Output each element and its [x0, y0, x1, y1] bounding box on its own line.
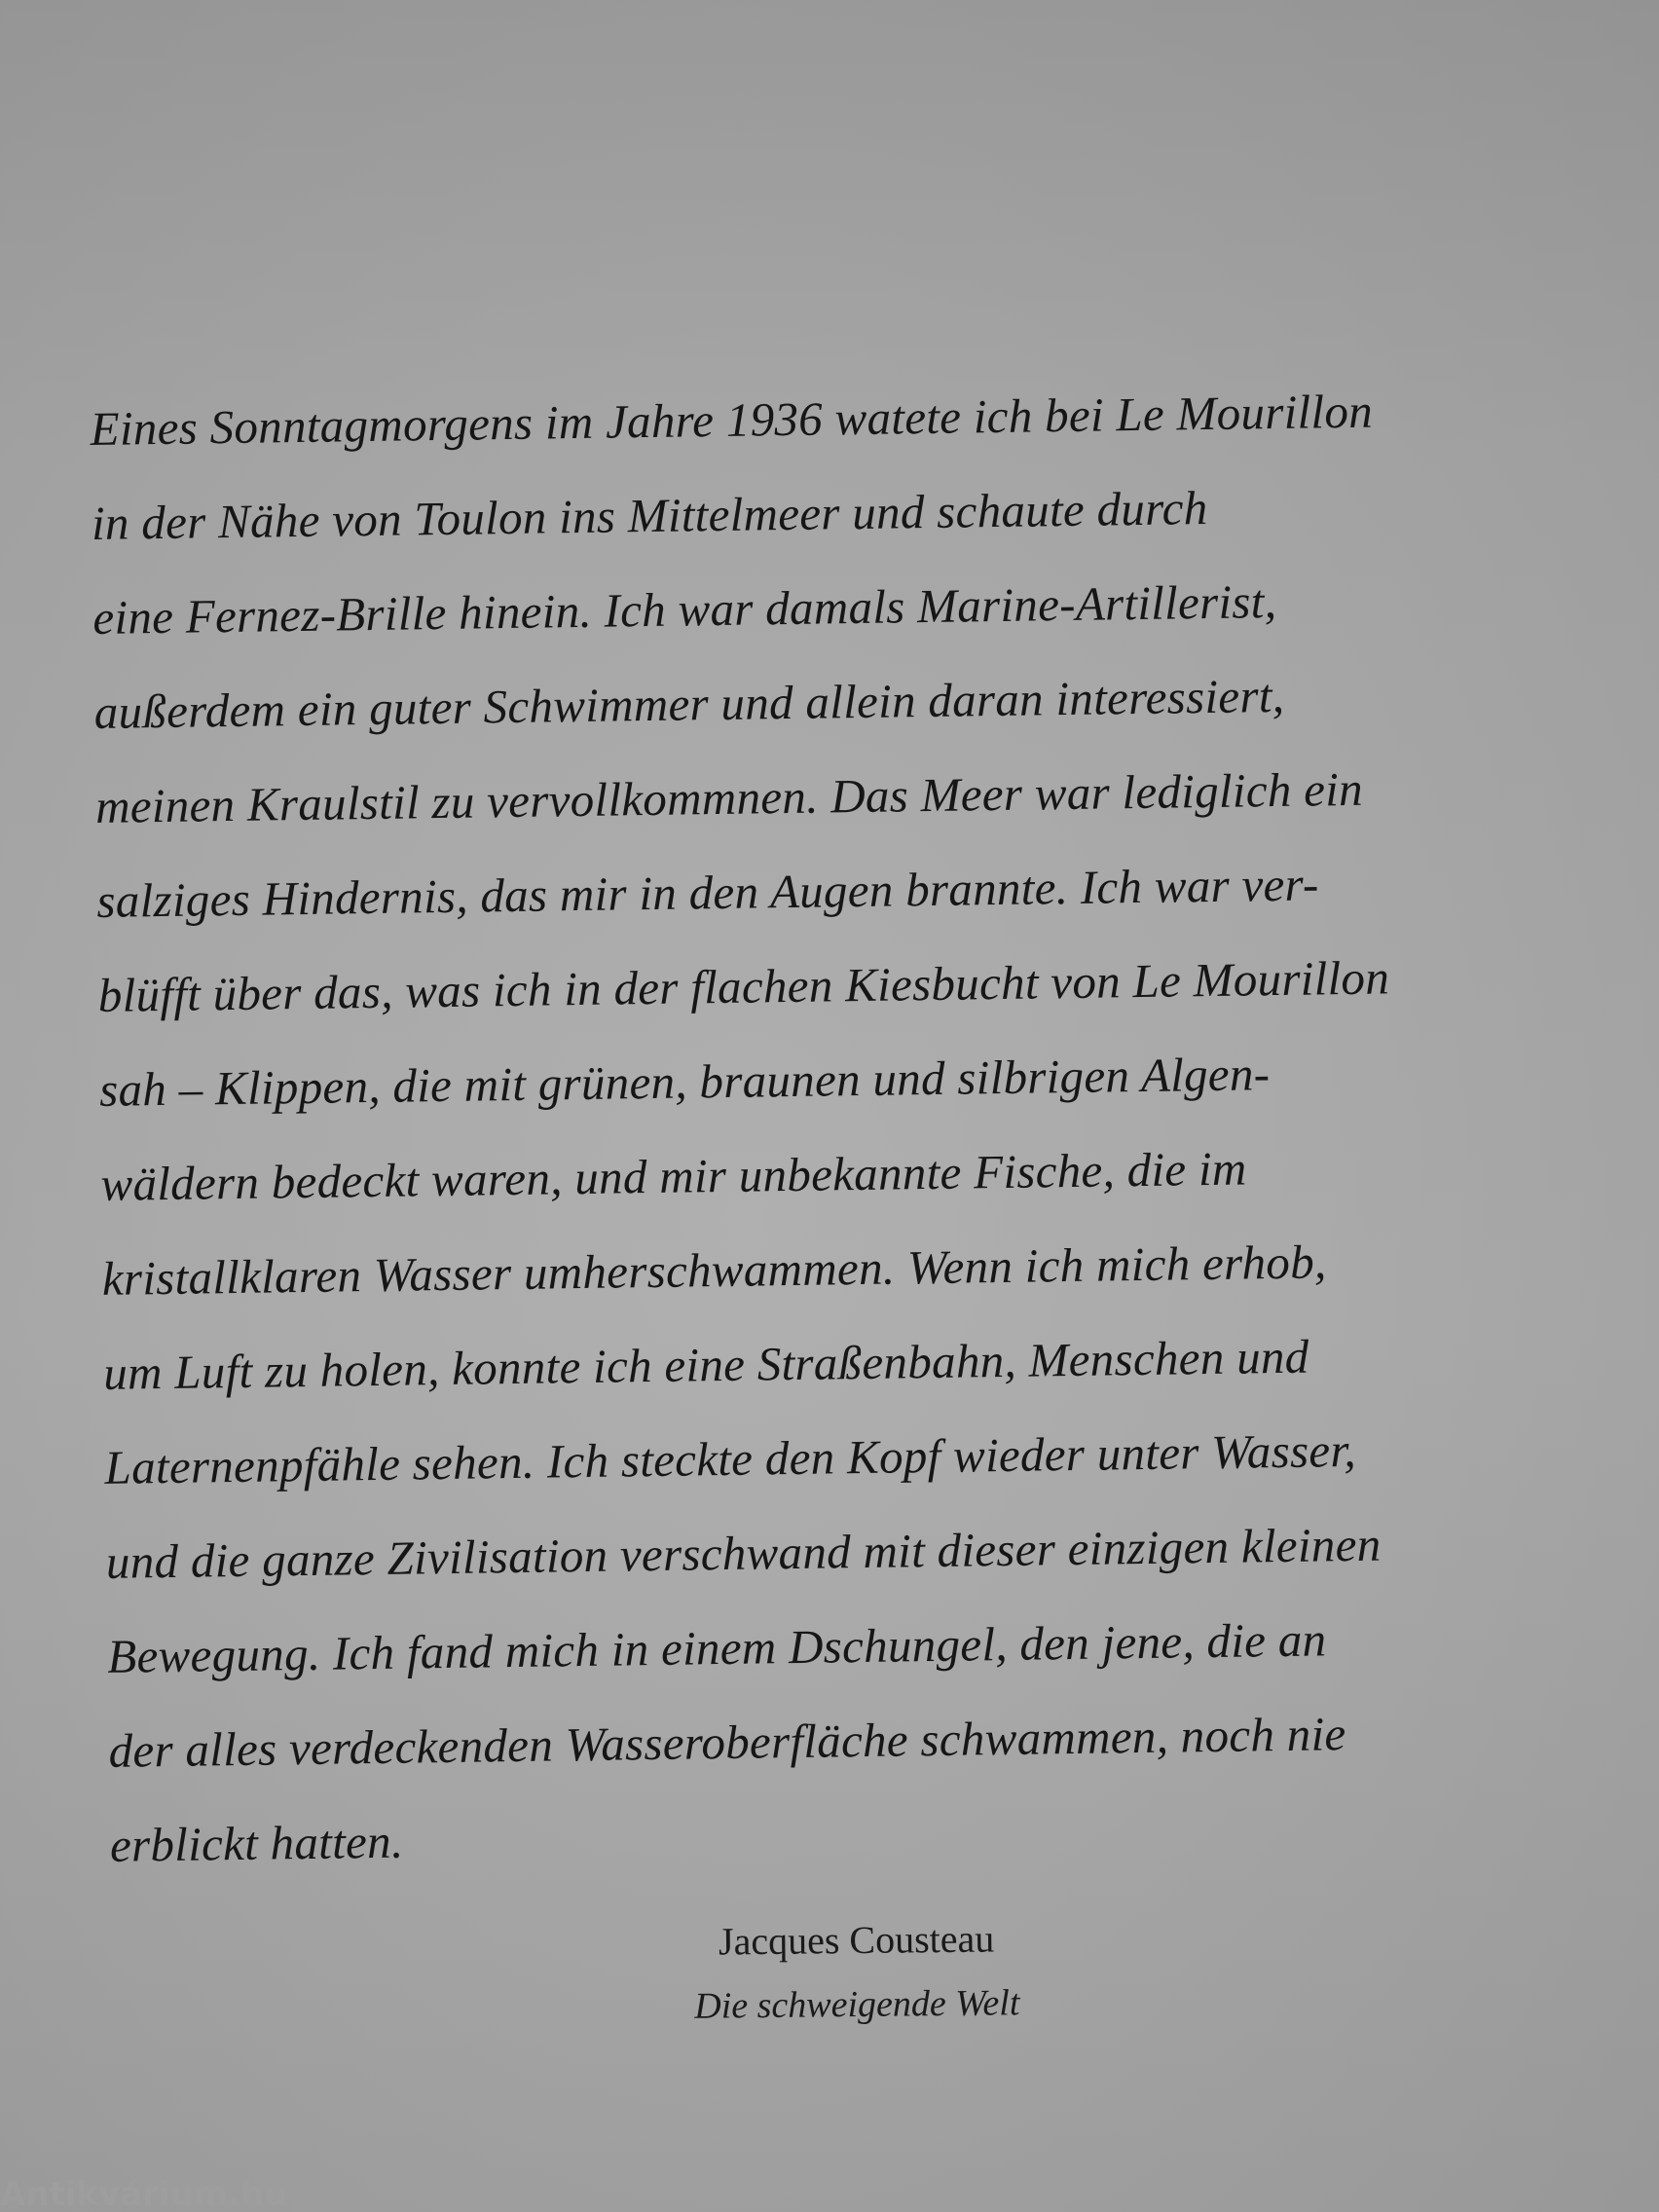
quote-line-8: sah – Klippen, die mit grünen, braunen und silbrigen Algen- — [98, 1047, 1271, 1117]
attribution — [583, 1905, 1129, 2040]
author-name: Jacques Cousteau — [718, 1916, 995, 1964]
quote-line-16: erblickt hatten. — [109, 1814, 404, 1872]
quote-line-7: blüfft über das, was ich in der flachen Kiesbucht von Le Mourillon — [97, 950, 1390, 1022]
quote-line-6: salziges Hindernis, das mir in den Augen brannte. Ich war ver- — [96, 857, 1319, 928]
quote-line-5: meinen Kraulstil zu vervollkommnen. Das Meer war lediglich ein — [94, 761, 1364, 833]
quote-line-9: wäldern bedeckt waren, und mir unbekannte Fische, die im — [100, 1141, 1247, 1211]
quote-line-2: in der Nähe von Toulon ins Mittelmeer und schaute durch — [91, 480, 1208, 550]
quote-line-13: und die ganze Zivilisation verschwand mit dieser einzigen kleinen — [105, 1517, 1382, 1589]
quote-line-11: um Luft zu holen, konnte ich eine Straßenbahn, Menschen und — [102, 1329, 1309, 1400]
quote-line-1: Eines Sonntagmorgens im Jahre 1936 watete ich bei Le Mourillon — [90, 384, 1374, 456]
quote-line-14: Bewegung. Ich fand mich in einem Dschungel, den jene, die an — [106, 1612, 1327, 1683]
quote-line-15: der alles verdeckenden Wasseroberfläche schwammen, noch nie — [108, 1707, 1346, 1778]
book-title: Die schweigende Welt — [694, 1982, 1020, 2027]
quote-line-4: außerdem ein guter Schwimmer und allein daran interessiert, — [93, 668, 1285, 739]
quote-line-12: Laternenpfähle sehen. Ich steckte den Kopf wieder unter Wasser, — [104, 1422, 1357, 1494]
quote-line-3: eine Fernez-Brille hinein. Ich war damals Marine-Artillerist, — [92, 574, 1277, 645]
quote-line-10: kristallklaren Wasser umherschwammen. Wenn ich mich erhob, — [101, 1235, 1327, 1306]
quote-paragraph — [90, 360, 1630, 1893]
watermark: Antikvárium.hu — [0, 2177, 288, 2212]
